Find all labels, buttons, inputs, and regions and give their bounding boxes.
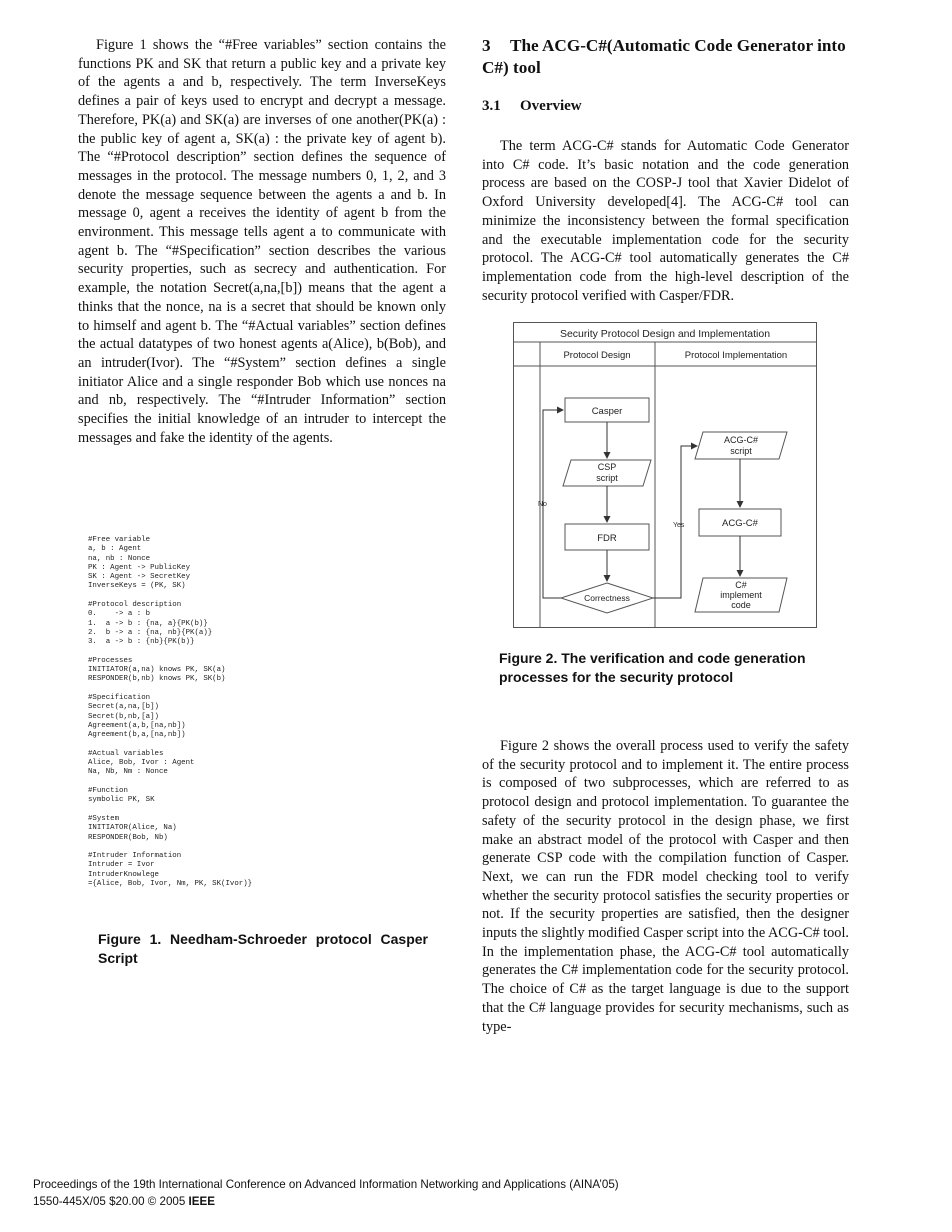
script-line: IntruderKnowlege — [88, 870, 159, 879]
acg-script-label-1: ACG-C# — [723, 435, 759, 445]
script-block — [88, 657, 252, 685]
figure2-title: Security Protocol Design and Implementation — [559, 328, 771, 340]
figure1-caption: Figure 1. Needham-Schroeder protocol Casper Script — [98, 931, 428, 966]
csharp-label-1: C# — [735, 580, 747, 590]
script-line: #Function — [88, 787, 128, 796]
casper-script — [88, 536, 252, 899]
script-line: PK : Agent -> PublicKey — [88, 563, 191, 572]
section-title: The ACG-C#(Automatic Code Generator into C#) tool — [482, 36, 846, 77]
figure2-diagram — [513, 322, 818, 629]
script-line: 2. b -> a : {na, nb}{PK(a)} — [88, 628, 213, 637]
right-column-top — [482, 137, 849, 305]
left-column — [78, 36, 446, 447]
script-line: Alice, Bob, Ivor : Agent — [88, 759, 195, 768]
page-footer — [33, 1176, 619, 1210]
script-line: Agreement(a,b,[na,nb]) — [88, 721, 186, 730]
fdr-label: FDR — [597, 533, 617, 544]
script-line: 3. a -> b : {nb}{PK(b)} — [88, 638, 195, 647]
script-line: 1. a -> b : {na, a}{PK(b)} — [88, 619, 208, 628]
script-block — [88, 750, 252, 778]
script-line: #Intruder Information — [88, 852, 182, 861]
right-paragraph-1: The term ACG-C# stands for Automatic Code Generator into C# code. It’s basic notation and the code generation process are based on the COSP-J tool that Xavier Didelot of Oxford University developed[4]. The ACG-C# tool can minimize the inconsistency between the formal specification and the executable implementation code for the security protocol. The ACG-C# tool automatically generates the C# implementation code from the high-level description of the security protocol verified with Casper/FDR. — [482, 138, 849, 304]
casper-label: Casper — [591, 406, 623, 417]
right-paragraph-2: Figure 2 shows the overall process used to verify the safety of the security protocol and to implement it. The entire process is composed of two subprocesses, which are referred to as protocol design and protocol implementation. To guarantee the safety of the security protocol in the design phase, we first make an abstract model of the protocol with Casper and then generate CSP code with the compilation function of Casper. Next, we can run the FDR model checking tool to verify whether the security protocol satisfies the security properties or not. If the security properties are satisfied, then the designer inputs the slightly modified Casper script into the ACG-C# tool. In the implementation phase, the ACG-C# tool automatically generates the C# implementation code for the security protocol. The choice of C# as the target language is due to the support that the C# language provides for security mechanisms, such as type- — [482, 738, 849, 1035]
lane-protocol-implementation: Protocol Implementation — [684, 350, 788, 361]
left-paragraph-1: Figure 1 shows the “#Free variables” section contains the functions PK and SK that return a public key and a private key of the agents a and b, respectively. The term InverseKeys defines a pair of keys used to encrypt and decrypt a message. Therefore, PK(a) and SK(a) are inverses of one another(PK(a) : the public key of agent a, SK(a) : the private key of agent b). The “#Protocol description” section defines the sequence of messages in the protocol. The message numbers 0, 1, 2, and 3 denote the message sequence between the agents a and b. In message 0, agent a receives the identity of agent b from the environment. This message tells agent a to communicate with agent b. The “#Specification” section describes the various security properties, such as secrecy and authentication. For example, the notation Secret(a,na,[b]) means that the agent a thinks that the nonce, na is a secret that should be known only to himself and agent b. The “#Actual variables” section defines the actual datatypes of two honest agents a(Alice), b(Bob), and an intruder(Ivor). The “#System” section defines a single initiator Alice and a single responder Bob which use nonces na and nb, respectively. The “#Intruder Information” section specifies the initial knowledge of an intruder to intercept the messages and fake the identity of the agents. — [78, 37, 446, 446]
subsection-heading — [482, 98, 582, 115]
script-block — [88, 815, 252, 843]
correctness-label: Correctness — [584, 593, 630, 603]
script-block — [88, 787, 252, 806]
script-block — [88, 601, 252, 647]
script-line: #Free variable — [88, 536, 151, 544]
section-number: 3 — [482, 36, 491, 55]
script-line: Na, Nb, Nm : Nonce — [88, 768, 168, 777]
lane-protocol-design: Protocol Design — [563, 350, 631, 361]
script-line: #Specification — [88, 694, 151, 703]
script-line: na, nb : Nonce — [88, 554, 151, 563]
script-line: INITIATOR(Alice, Na) — [88, 824, 177, 833]
script-line: RESPONDER(b,nb) knows PK, SK(b) — [88, 675, 226, 684]
subsection-number: 3.1 — [482, 98, 501, 114]
script-line: Secret(a,na,[b]) — [88, 703, 159, 712]
script-line: #Actual variables — [88, 749, 164, 758]
no-label: No — [538, 501, 547, 508]
footer-issn — [33, 1193, 619, 1210]
script-line: Intruder = Ivor — [88, 861, 155, 870]
script-line: Agreement(b,a,[na,nb]) — [88, 731, 186, 740]
script-block — [88, 694, 252, 740]
acg-script-label-2: script — [730, 446, 752, 456]
csp-label-2: script — [596, 473, 618, 483]
figure2-caption: Figure 2. The verification and code generation processes for the security protocol — [499, 650, 806, 685]
script-block — [88, 536, 252, 592]
script-line: InverseKeys = (PK, SK) — [88, 582, 186, 591]
subsection-title: Overview — [520, 98, 582, 114]
script-line: SK : Agent -> SecretKey — [88, 573, 191, 582]
script-line: INITIATOR(a,na) knows PK, SK(a) — [88, 666, 226, 675]
script-line: ={Alice, Bob, Ivor, Nm, PK, SK(Ivor)} — [88, 879, 253, 888]
footer-issn-text: 1550-445X/05 $20.00 © 2005 — [33, 1195, 186, 1208]
right-column-bottom — [482, 737, 849, 1036]
csharp-label-3: code — [731, 600, 751, 610]
script-line: #Processes — [88, 656, 133, 665]
acg-label: ACG-C# — [722, 518, 758, 529]
script-line: Secret(b,nb,[a]) — [88, 712, 159, 721]
script-block — [88, 852, 252, 889]
script-line: RESPONDER(Bob, Nb) — [88, 833, 168, 842]
section-heading — [482, 35, 850, 79]
script-line: 0. -> a : b — [88, 610, 151, 619]
yes-label: Yes — [673, 522, 685, 529]
script-line: a, b : Agent — [88, 545, 142, 554]
script-line: symbolic PK, SK — [88, 796, 155, 805]
script-line: #System — [88, 814, 120, 823]
csharp-label-2: implement — [720, 590, 762, 600]
csp-label-1: CSP — [597, 462, 617, 472]
ieee-logo: IEEE — [188, 1195, 215, 1208]
script-line: #Protocol description — [88, 601, 182, 610]
footer-proceedings: Proceedings of the 19th International Conference on Advanced Information Networking and Applications (AINA’05) — [33, 1178, 619, 1191]
